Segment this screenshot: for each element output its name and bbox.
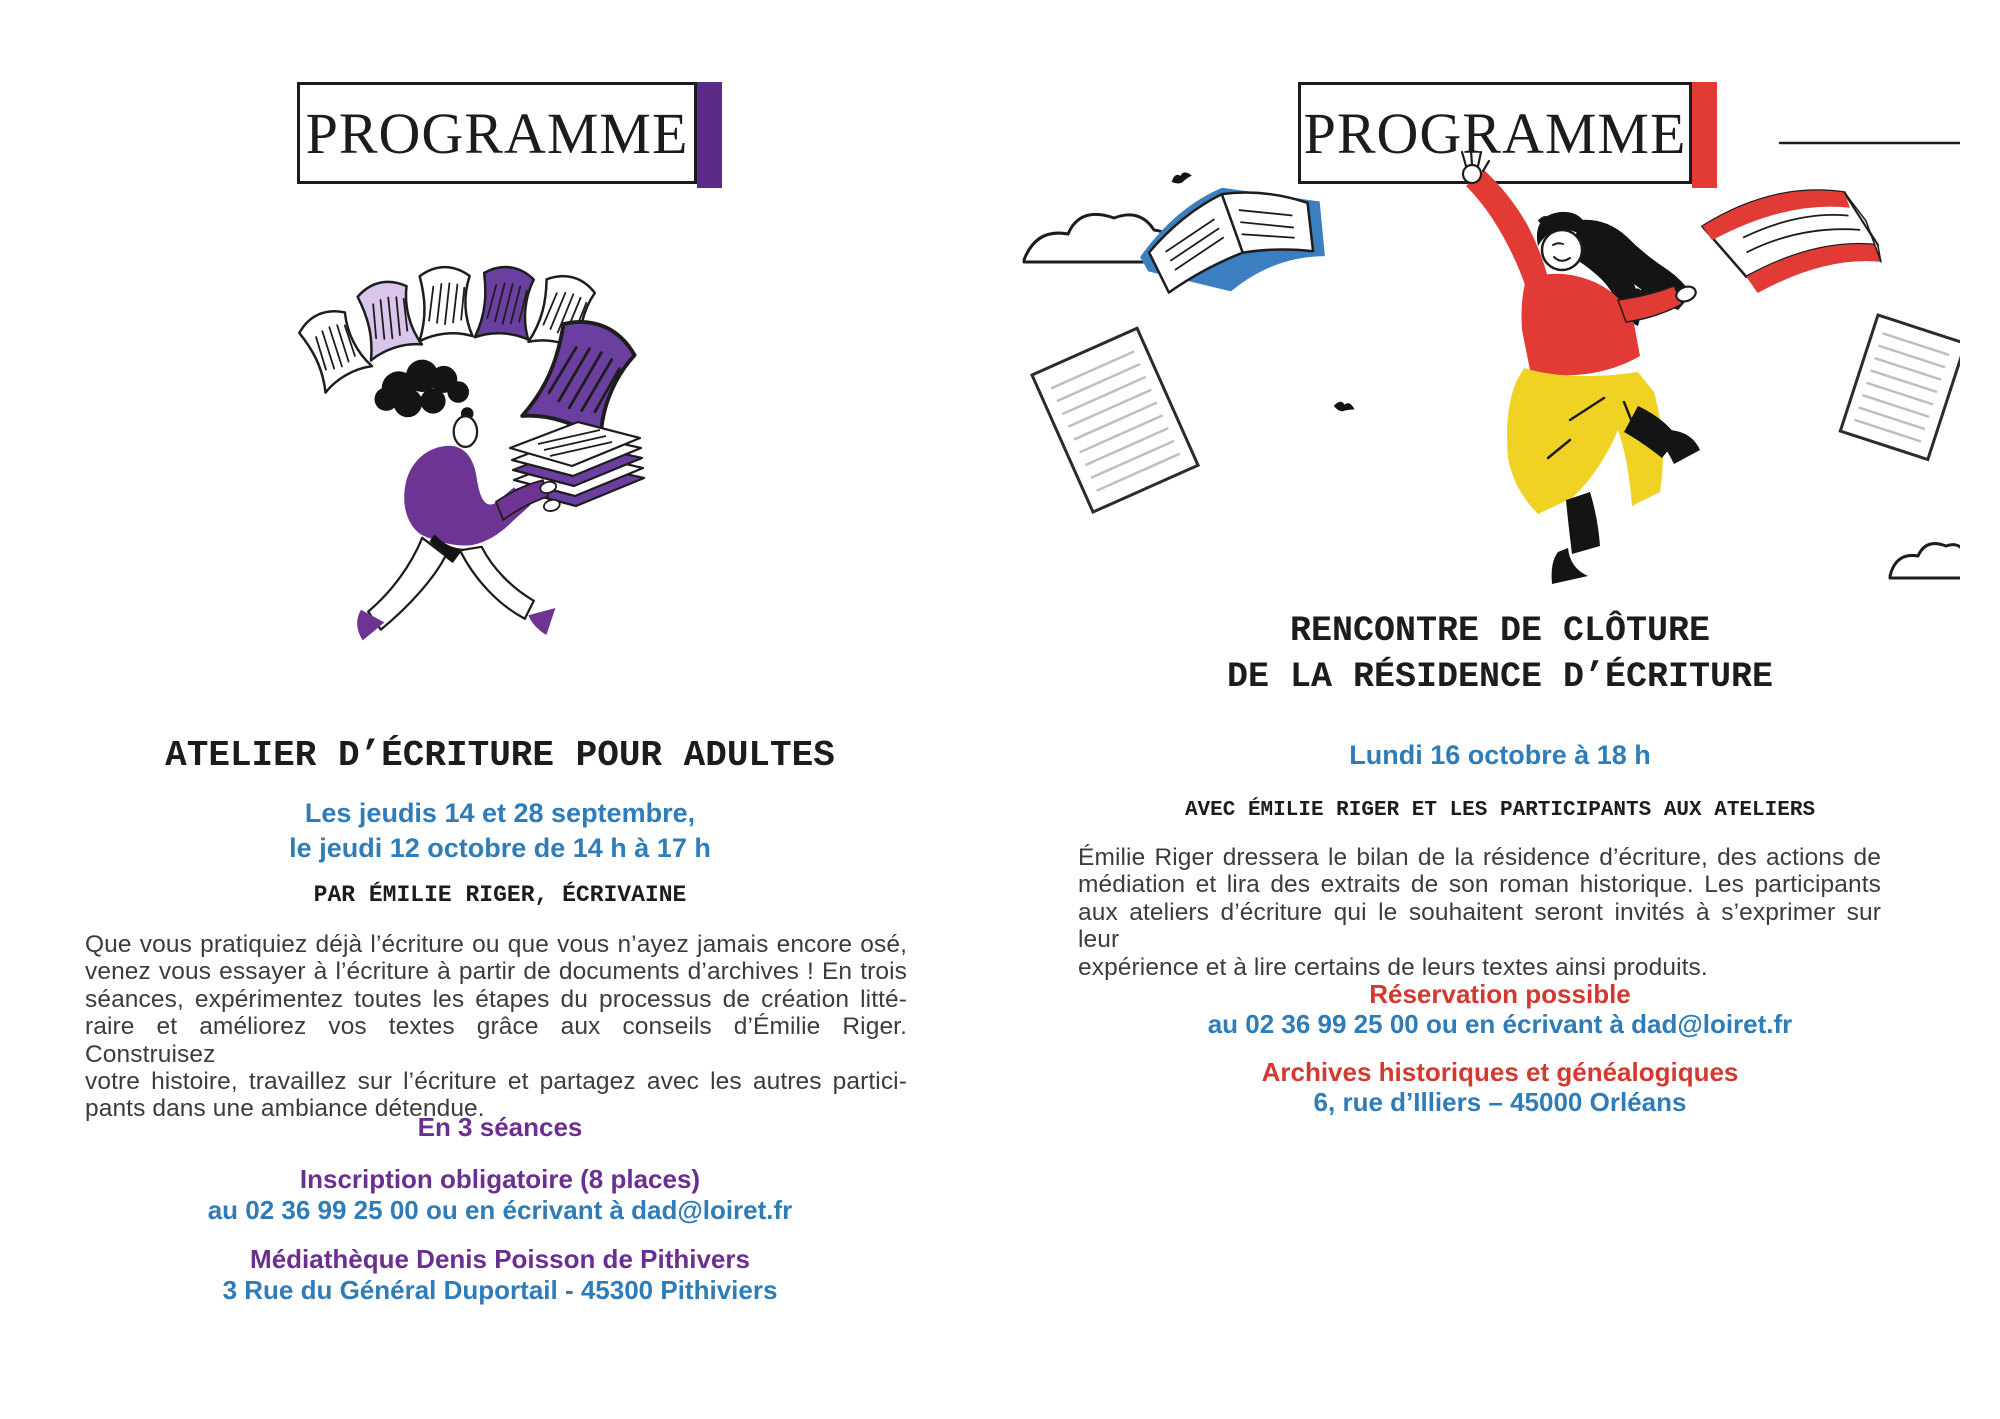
cloud-icon [1890, 544, 1960, 578]
flying-page-icon [417, 266, 475, 343]
venue-name: Archives historiques et généalogiques [1261, 1057, 1739, 1087]
flying-page-icon [296, 303, 375, 393]
right-page [1000, 0, 2000, 1419]
dates-line-1: Les jeudis 14 et 28 septembre, [304, 798, 696, 828]
bird-icon [1333, 399, 1356, 414]
reservation-info [1000, 979, 2000, 1039]
lined-paper-icon [1032, 328, 1198, 512]
lined-paper-icon [1840, 315, 1960, 459]
workshop-dates [0, 796, 1000, 866]
venue-address: 6, rue d’Illiers – 45000 Orléans [1313, 1087, 1687, 1117]
woman-jumping-with-books-illustration [1020, 140, 1960, 590]
event-date: Lundi 16 octobre à 18 h [1349, 740, 1651, 770]
purple-accent-bar [697, 82, 722, 188]
registration-info [0, 1164, 1000, 1226]
jumping-woman-icon [1462, 150, 1700, 584]
participants-byline: AVEC ÉMILIE RIGER ET LES PARTICIPANTS AUX ATELIERS [1184, 799, 1816, 822]
reservation-contact: au 02 36 99 25 00 ou en écrivant à dad@loiret.fr [1207, 1009, 1793, 1039]
running-person-icon [357, 360, 561, 641]
venue-info [1000, 1057, 2000, 1117]
reservation-title: Réservation possible [1369, 979, 1631, 1009]
person-running-with-papers-illustration [232, 226, 662, 646]
venue-address: 3 Rue du Général Duportail - 45300 Pithiviers [222, 1275, 778, 1305]
venue-name: Médiathèque Denis Poisson de Pithivers [250, 1244, 750, 1274]
venue-info [0, 1244, 1000, 1306]
programme-title-right: PROGRAMME [1303, 100, 1687, 166]
workshop-description: Que vous pratiquiez déjà l’écriture ou que vous n’ayez jamais encore osé, venez vous essayer à l’écriture à partir de documents d’archives ! En trois séances, expérimentez toutes les étapes du processus de création litté- raire et améliorez vos textes grâce aux conseils d’Émilie Riger. Construisez votre histoire, travaillez sur l’écriture et partagez avec les autres partici- pants dans une ambiance détendue. [85, 931, 907, 1123]
workshop-headline: ATELIER D’ÉCRITURE POUR ADULTES [165, 735, 835, 776]
bird-icon [1170, 171, 1193, 185]
blue-open-book-icon [1128, 163, 1337, 313]
sessions-note: En 3 séances [417, 1112, 583, 1142]
flying-page-icon [473, 263, 540, 346]
red-open-book-icon [1693, 169, 1892, 313]
closing-event-headline [1000, 608, 2000, 700]
registration-contact: au 02 36 99 25 00 ou en écrivant à dad@loiret.fr [207, 1195, 793, 1225]
flying-page-icon [356, 277, 423, 360]
registration-title: Inscription obligatoire (8 places) [299, 1164, 701, 1194]
author-byline: PAR ÉMILIE RIGER, ÉCRIVAINE [313, 882, 687, 908]
dates-line-2: le jeudi 12 octobre de 14 h à 17 h [289, 833, 711, 863]
programme-title-left: PROGRAMME [305, 100, 689, 166]
headline-line-2: DE LA RÉSIDENCE D’ÉCRITURE [1226, 657, 1774, 697]
event-description: Émilie Riger dressera le bilan de la résidence d’écriture, des actions de médiation et lira des extraits de son roman historique. Les participants aux ateliers d’écriture qui le souhaitent seront invités à s’exprimer sur leur expérience et à lire certains de leurs textes ainsi produits. [1078, 844, 1881, 981]
programme-title-box-left [297, 82, 697, 184]
headline-line-1: RENCONTRE DE CLÔTURE [1289, 611, 1711, 651]
